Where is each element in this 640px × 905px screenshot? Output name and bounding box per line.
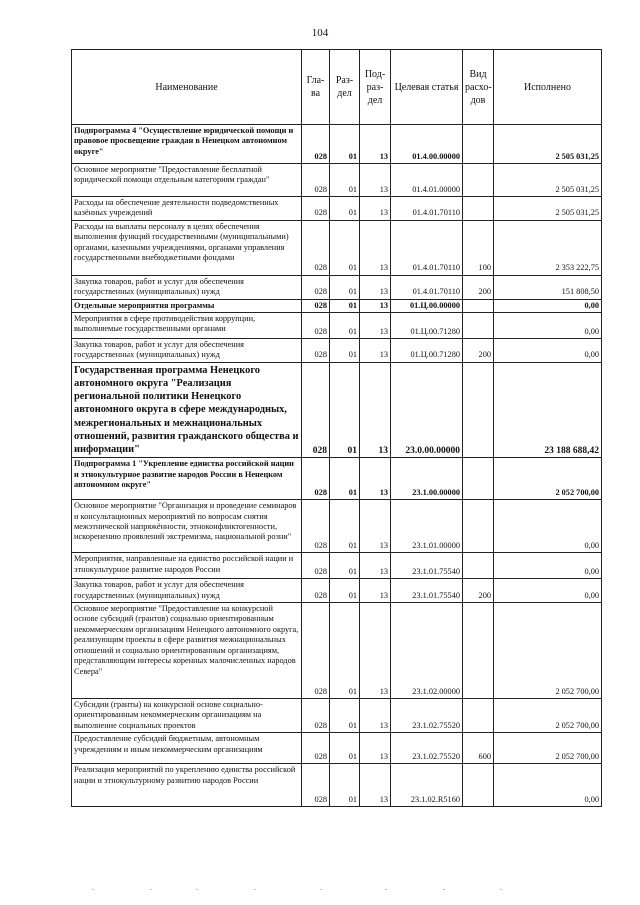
row-amount-cell: 23 188 688,42 [494,362,602,457]
row-name-cell: Подпрограмма 1 "Укрепление единства российской нации и этнокультурное развитие народов России в Ненецком автономном округе" [72,458,302,500]
row-section-cell: 01 [330,553,360,579]
row-target-cell: 01.Ц.00.00000 [391,299,463,312]
row-target-cell: 01.4.00.00000 [391,125,463,164]
row-target-cell: 01.4.01.70110 [391,220,463,275]
row-chapter-cell: 028 [302,699,330,733]
row-section-cell: 01 [330,197,360,221]
row-target-cell: 01.4.01.70110 [391,275,463,299]
row-kind-cell: 200 [463,275,494,299]
row-name-cell: Государственная программа Ненецкого автономного округа "Реализация региональной политики Ненецкого автономного округа в сфере международных, межрегиональных и межнациональных отношений, развития гражданского общества и информации" [72,362,302,457]
row-chapter-cell: 028 [302,125,330,164]
row-target-cell: 23.1.01.75540 [391,579,463,603]
row-subsection-cell: 13 [360,553,391,579]
row-name-cell: Закупка товаров, работ и услуг для обеспечения государственных (муниципальных) нужд [72,579,302,603]
row-chapter-cell: 028 [302,164,330,197]
table-row [72,764,602,807]
row-kind-cell: 600 [463,733,494,764]
row-kind-cell: 200 [463,579,494,603]
table-row [72,299,602,312]
table-row [72,220,602,275]
table-row [72,500,602,553]
row-section-cell: 01 [330,458,360,500]
row-chapter-cell: 028 [302,220,330,275]
table-row [72,164,602,197]
row-chapter-cell: 028 [302,733,330,764]
row-chapter-cell: 028 [302,603,330,699]
row-kind-cell [463,299,494,312]
table-row [72,275,602,299]
row-name-cell: Расходы на выплаты персоналу в целях обеспечения выполнения функций государственными (муниципальными) органами, казенными учреждениями, органами управления государственными внебюджетными фондами [72,220,302,275]
row-target-cell: 01.4.01.70110 [391,197,463,221]
row-kind-cell [463,500,494,553]
row-section-cell: 01 [330,500,360,553]
row-subsection-cell: 13 [360,500,391,553]
row-chapter-cell: 028 [302,275,330,299]
table-row [72,699,602,733]
row-amount-cell: 0,00 [494,339,602,363]
row-chapter-cell: 028 [302,764,330,807]
table-row [72,733,602,764]
row-chapter-cell: 028 [302,197,330,221]
row-kind-cell [463,313,494,339]
row-subsection-cell: 13 [360,313,391,339]
row-chapter-cell: 028 [302,579,330,603]
row-amount-cell: 0,00 [494,764,602,807]
row-section-cell: 01 [330,733,360,764]
row-name-cell: Основное мероприятие "Предоставление на конкурсной основе субсидий (грантов) социально ориентированным некоммерческим организациям Ненецкого автономного округа, реализующим проекты в сфере развития межнациональных отношений и социально ориентированным организациям, представляющим интересы коренных малочисленных народов Севера" [72,603,302,699]
row-name-cell: Отдельные мероприятия программы [72,299,302,312]
row-chapter-cell: 028 [302,313,330,339]
row-subsection-cell: 13 [360,579,391,603]
row-kind-cell [463,125,494,164]
row-amount-cell: 2 052 700,00 [494,458,602,500]
row-section-cell: 01 [330,764,360,807]
row-target-cell: 23.1.02.75520 [391,699,463,733]
budget-execution-table [71,49,602,807]
table-row [72,553,602,579]
row-subsection-cell: 13 [360,299,391,312]
row-subsection-cell: 13 [360,458,391,500]
row-name-cell: Закупка товаров, работ и услуг для обеспечения государственных (муниципальных) нужд [72,339,302,363]
row-name-cell: Расходы на обеспечение деятельности подведомственных казённых учреждений [72,197,302,221]
row-section-cell: 01 [330,125,360,164]
table-row [72,197,602,221]
row-subsection-cell: 13 [360,339,391,363]
row-name-cell: Предоставление субсидий бюджетным, автономным учреждениям и иным некоммерческим организациям [72,733,302,764]
row-name-cell: Реализация мероприятий по укреплению единства российской нации и этнокультурному развитию народов России [72,764,302,807]
row-amount-cell: 2 353 222,75 [494,220,602,275]
row-target-cell: 23.1.02.00000 [391,603,463,699]
row-chapter-cell: 028 [302,299,330,312]
row-target-cell: 01.4.01.00000 [391,164,463,197]
row-section-cell: 01 [330,362,360,457]
table-row [72,313,602,339]
row-chapter-cell: 028 [302,458,330,500]
row-kind-cell: 200 [463,339,494,363]
row-section-cell: 01 [330,275,360,299]
header-kind: Вид расхо-дов [463,50,494,125]
row-name-cell: Подпрограмма 4 "Осуществление юридической помощи и правовое просвещение граждан в Ненецком автономном округе" [72,125,302,164]
row-chapter-cell: 028 [302,553,330,579]
row-target-cell: 23.1.02.75520 [391,733,463,764]
row-section-cell: 01 [330,299,360,312]
header-target: Целевая статья [391,50,463,125]
row-chapter-cell: 028 [302,362,330,457]
table-row [72,458,602,500]
row-amount-cell: 2 052 700,00 [494,699,602,733]
row-section-cell: 01 [330,313,360,339]
row-amount-cell: 2 052 700,00 [494,733,602,764]
row-kind-cell: 100 [463,220,494,275]
row-subsection-cell: 13 [360,197,391,221]
row-section-cell: 01 [330,579,360,603]
row-kind-cell [463,458,494,500]
row-amount-cell: 0,00 [494,579,602,603]
row-section-cell: 01 [330,699,360,733]
row-name-cell: Мероприятия в сфере противодействия коррупции, выполняемые государственными органами [72,313,302,339]
table-row [72,125,602,164]
row-subsection-cell: 13 [360,699,391,733]
row-kind-cell [463,764,494,807]
row-subsection-cell: 13 [360,362,391,457]
row-section-cell: 01 [330,339,360,363]
row-subsection-cell: 13 [360,603,391,699]
table-header-row [72,50,602,125]
row-kind-cell [463,164,494,197]
table-row [72,579,602,603]
row-target-cell: 01.Ц.00.71280 [391,339,463,363]
row-kind-cell [463,197,494,221]
row-chapter-cell: 028 [302,339,330,363]
row-target-cell: 23.1.00.00000 [391,458,463,500]
table-row [72,339,602,363]
header-executed: Исполнено [494,50,602,125]
row-kind-cell [463,553,494,579]
row-target-cell: 23.1.01.00000 [391,500,463,553]
row-name-cell: Мероприятия, направленные на единство российской нации и этнокультурное развитие народов России [72,553,302,579]
row-kind-cell [463,362,494,457]
row-amount-cell: 0,00 [494,313,602,339]
header-subsection: Под-раз-дел [360,50,391,125]
row-amount-cell: 0,00 [494,500,602,553]
row-kind-cell [463,603,494,699]
row-target-cell: 23.0.00.00000 [391,362,463,457]
header-chapter: Гла-ва [302,50,330,125]
table-row [72,362,602,457]
row-name-cell: Основное мероприятие "Организация и проведение семинаров и консультационных мероприятий по вопросам снятия межэтнической напряжённости, этноконфликтогенности, искоренению проявлений экстремизма, национальной розни" [72,500,302,553]
header-name: Наименование [72,50,302,125]
row-amount-cell: 151 808,50 [494,275,602,299]
row-name-cell: Закупка товаров, работ и услуг для обеспечения государственных (муниципальных) нужд [72,275,302,299]
row-amount-cell: 2 052 700,00 [494,603,602,699]
row-kind-cell [463,699,494,733]
row-subsection-cell: 13 [360,733,391,764]
row-subsection-cell: 13 [360,164,391,197]
row-subsection-cell: 13 [360,764,391,807]
row-amount-cell: 0,00 [494,553,602,579]
row-section-cell: 01 [330,164,360,197]
row-amount-cell: 2 505 031,25 [494,197,602,221]
row-section-cell: 01 [330,603,360,699]
row-target-cell: 23.1.02.R5160 [391,764,463,807]
row-amount-cell: 2 505 031,25 [494,125,602,164]
row-subsection-cell: 13 [360,125,391,164]
header-section: Раз-дел [330,50,360,125]
row-amount-cell: 0,00 [494,299,602,312]
scan-edge-marks [0,885,640,897]
table-row [72,603,602,699]
row-target-cell: 01.Ц.00.71280 [391,313,463,339]
row-subsection-cell: 13 [360,220,391,275]
row-amount-cell: 2 505 031,25 [494,164,602,197]
page-number: 104 [311,27,329,39]
row-chapter-cell: 028 [302,500,330,553]
row-name-cell: Субсидии (гранты) на конкурсной основе социально-ориентированным некоммерческим организациям на выполнение социальных проектов [72,699,302,733]
row-section-cell: 01 [330,220,360,275]
row-target-cell: 23.1.01.75540 [391,553,463,579]
row-name-cell: Основное мероприятие "Предоставление бесплатной юридической помощи отдельным категориям граждан" [72,164,302,197]
row-subsection-cell: 13 [360,275,391,299]
